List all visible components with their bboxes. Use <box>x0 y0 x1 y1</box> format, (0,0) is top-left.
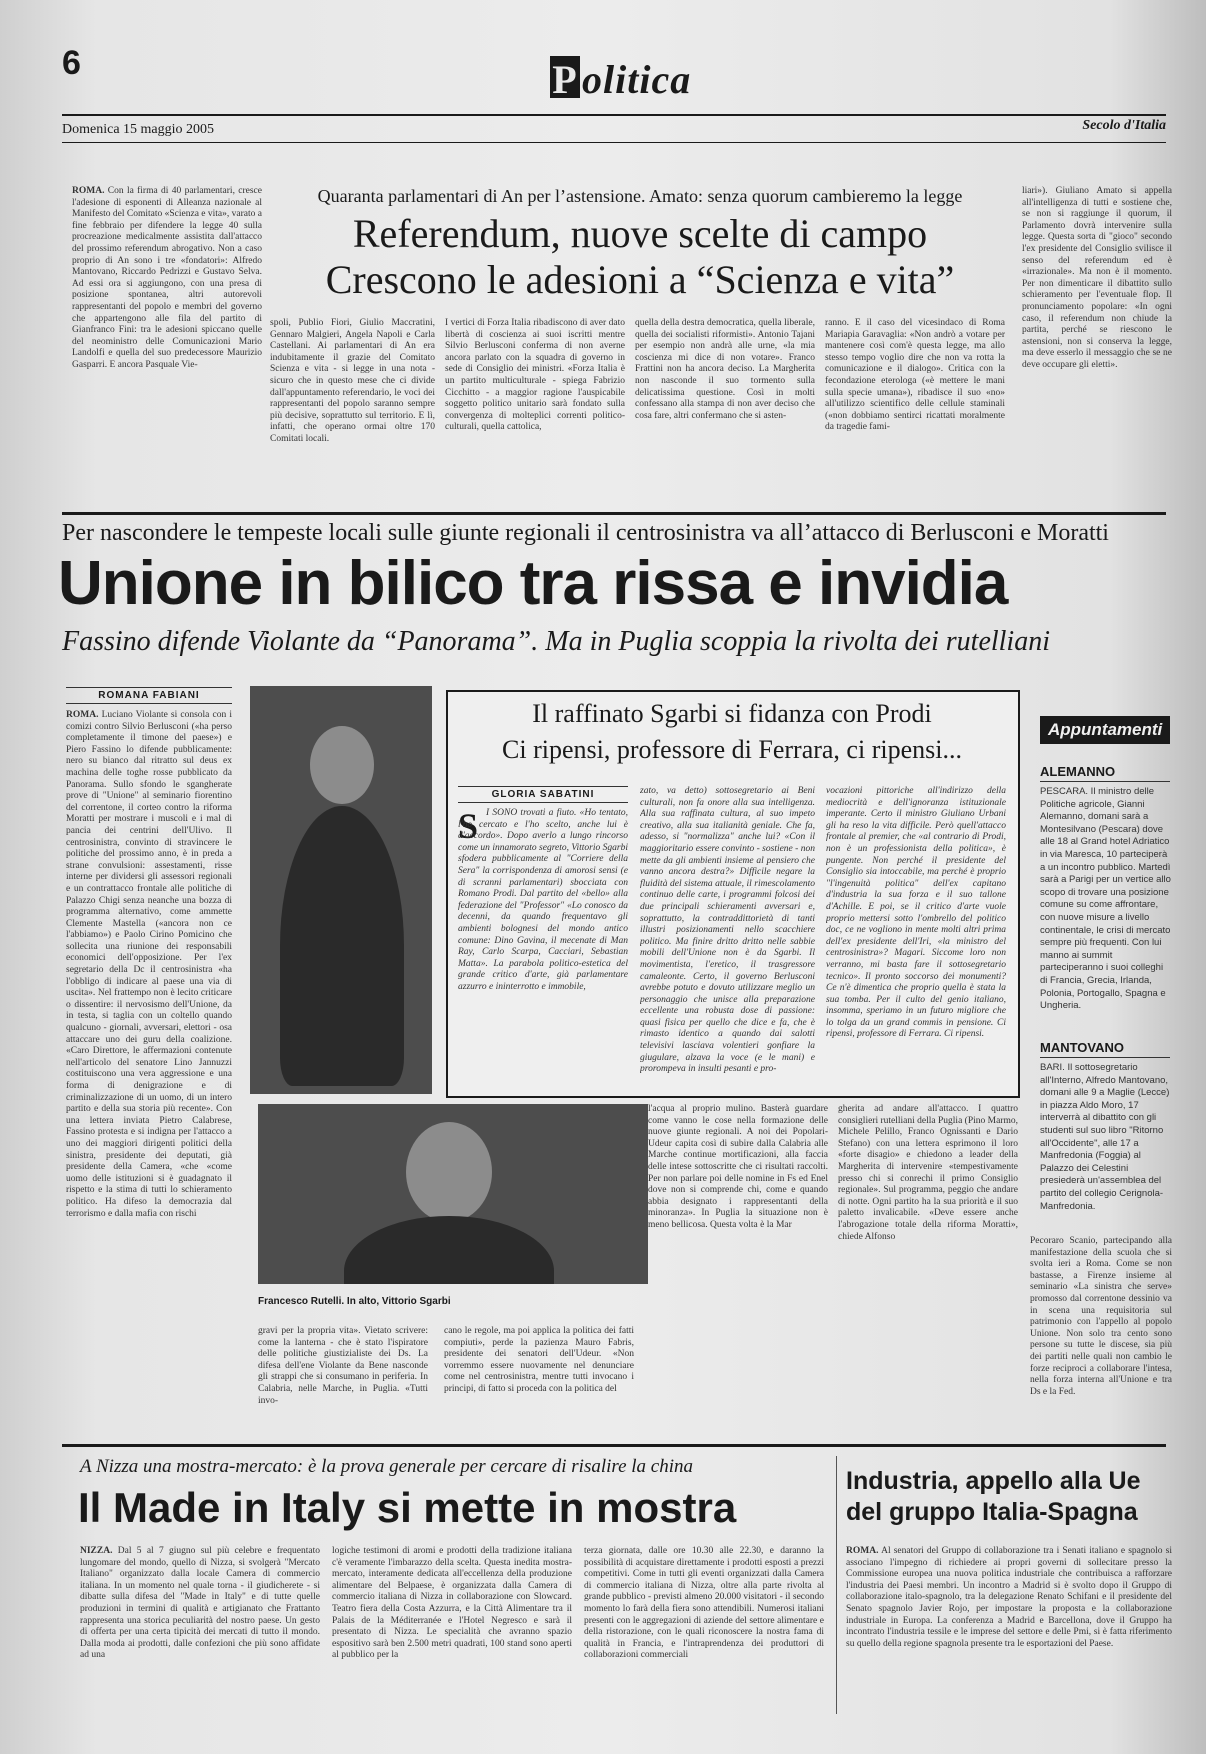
sgarbi-headline-2: Ci ripensi, professore di Ferrara, ci ripensi... <box>502 735 962 764</box>
article-text: Con la firma di 40 parlamentari, cresce l'adesione di esponenti di Alleanza nazionale al Manifesto del Comitato «Scienza e vita», varato a fine febbraio per difendere la legge 40 sulla procreazione medicalmente assistita dall'attacco del prossimo referendum abrogativo. Non a caso proprio di An sono i tre «fondatori»: Alfredo Mantovano, Riccardo Pedrizzi e Gustavo Selva. Ad essi ora si aggiungono, con una presa di posizione spontanea, altri autorevoli rappresentanti del popolo e membri del governo che appartengono alle fila del partito di Gianfranco Fini: tra le adesioni spiccano quelle del neoministro delle Comunicazioni Mario Landolfi e quella del suo predecessore Maurizio Gasparri. E ancora Pasquale Vie- <box>72 186 262 370</box>
appuntamento-alemanno: ALEMANNO <box>1040 764 1170 782</box>
sgarbi-col-1: I SONO trovati a fiuto. «Ho tentato, l'ho cercato e l'ho scelto, anche lui è d'accordo». Dopo averlo a lungo rincorso come un innamorato segreto, Vittorio Sgarbi sfodera pubblicamente al "Corriere della Sera" la corrispondenza di amorosi sensi (e di scranni parlamentari) sbocciata con Romano Prodi. Dal partito del «bello» alla federazione del "Professor" «Lo conosco da decenni, da quando frequentavo gli ambienti bolognesi del mondo antico comune: Dino Gavina, il mecenate di Man Ray, Carlo Scarpa, Cacciari, Sebastian Matta». La parabola politico-estetica del grande critico d'arte, già parlamentare azzurro e ininterrotto e immobile, <box>458 808 628 992</box>
dateline: Domenica 15 maggio 2005 <box>62 122 215 137</box>
main-story-kicker: Per nascondere le tempeste locali sulle giunte regionali il centrosinistra va all’attacco di Berlusconi e Moratti <box>62 520 1109 546</box>
main-story-headline: Unione in bilico tra rissa e invidia <box>58 549 1008 618</box>
made-in-italy-kicker: A Nizza una mostra-mercato: è la prova generale per cercare di risalire la china <box>80 1456 694 1477</box>
appuntamento-mantovano-text: BARI. Il sottosegretario all'Interno, Alfredo Mantovano, domani alle 9 a Maglie (Lecce) in piazza Aldo Moro, 17 interverrà al dibattito con gli studenti sul suo libro "Ritorno all'Occidente", alle 17 a Manfredonia (Foggia) al Palazzo dei Celestini presiederà un'assemblea del partito del collegio Cerignola-Manfredonia. <box>1040 1062 1170 1212</box>
article-text: Luciano Violante si consola con i comizi contro Silvio Berlusconi («ha perso completamente il timone del paese») e Piero Fassino lo difende pubblicamente: nero su bianco dal ritratto sul deus ex machina delle toghe rosse pubblicato da Panorama. Sullo sfondo le sgangherate prove di "Unione" al seminario fiorentino del correntone, il corteo contro la riforma Moratti per mostrare i muscoli e i mal di pancia dei centrini dell'Ulivo. Il centrosinistra, convinto di stravincere le politiche del prossimo anno, è in preda a strane convulsioni: assestamenti, risse interne per dividersi gli assessori regionali e un contrattacco frontale alle politiche di Palazzo Chigi senza neanche una bozza di programma alternativo, come ammette Clemente Mastella («ancora non ce l'abbiamo») e Paolo Cirino Pomicino che sollecita una riunione dei responsabili economici dell'opposizione. Per l'ex segretario della Dc il centrosinistra «ha l'obbligo di indicare al paese una via di uscita». Nel frattempo non è lecito criticare o dissentire: il nervosismo dell'Unione, da in testa, si taglia con un coltello quando qualcuno - giornali, avversari, elettori - osa attaccare uno dei guru della coalizione. «Caro Direttore, le affermazioni contenute nell'articolo del senatore Lino Jannuzzi costituiscono una vera aggressione e una forma di denigrazione e di criminalizzazione di un uomo, di un intero partito e della sua storia più recente». Con una lettera inviata Pietro Calabrese, Fassino protesta e si indigna per l'attacco a uno dei maggiori dirigenti politici della sinistra, presidente dei deputati, già presidente della Camera, «che «come uomo delle istituzioni si è guadagnato il rispetto e la stima di tutti lo schieramento politico. Ha difeso la democrazia dal terrorismo e dalla mafia con rischi <box>66 710 232 1219</box>
dateline-lead: ROMA. <box>72 186 105 196</box>
main-story-byline: ROMANA FABIANI <box>66 687 232 704</box>
bottom-divider <box>62 1444 1166 1447</box>
drop-cap: S <box>458 806 479 846</box>
made-in-italy-col-3: terza giornata, dalle ore 10.30 alle 22.30, e daranno la possibilità di acquistare direttamente i prodotti esposti a prezzi competitivi. Come in tutti gli eventi organizzati dalla Camera di commercio italiana di Nizza, oltre alla parte rivolta al grande pubblico - previsti almeno 20.000 visitatori - il secondo momento lo farà della fiera sono attendibili. Numerosi italiani presenti con le aggregazioni di aziende del settore alimentare e della ristorazione, con le quali riconoscere la nostra fama di qualità in Francia, e l'intraprendenza dei produttori di collaborazioni commerciali <box>584 1546 824 1661</box>
masthead: Secolo d'Italia <box>1082 118 1166 133</box>
main-story-col-4: l'acqua al proprio mulino. Basterà guardare come vanno le cose nella formazione delle nuove giunte regionali. A noi dei Popolari-Udeur capita così di subire dalla Calabria alle Marche continue mortificazioni, alla faccia delle intese sottoscritte che ci risultati raccolti. Per non parlare poi delle nomine in Fs ed Enel dove non si comprende chi, come e quando abbia designato i rappresentanti della minoranza». In Puglia la situazione non è meno bellicosa. Questa volta è la Mar <box>648 1104 828 1230</box>
top-story-headline-2: Crescono le adesioni a “Scienza e vita” <box>325 257 955 302</box>
sgarbi-col-3: vocazioni pittoriche all'indirizzo della mediocrità e dell'ignoranza istituzionale imperante. Certo il ministro Giuliano Urbani gli ha reso la vita difficile. Però quell'attacco frontale al premier, che «al contrario di Prodi, non è un professionista della politica», è pungente. Non perché il presidente del Consiglio sia intoccabile, ma perché è proprio "l'ingenuità politica" dell'ex capitano d'industria la sua forza e il suo tallone d'Achille. E poi, se il critico d'arte vuole proprio mettersi sotto l'ombrello del politico doc, ce ne vogliono in mente molti altri prima dell'ex presidente dell'Iri, «la ministro del centrosinistra»? Magari. Siccome loro non verranno, mi basta fare il sottosegretario tecnico». Il pronto soccorso dei monumenti? Ce n'è dimentica che proprio quella è stata la sua tomba. Per il culto del genio italiano, insomma, speriamo in un futuro migliore che lo tolga da un grand commis in pensione. Ci ripensi, professore di Ferrara. Ci ripensi. <box>826 786 1006 1040</box>
dateline-lead: ROMA. <box>846 1546 879 1556</box>
header-rule-bottom <box>62 142 1166 143</box>
sgarbi-col-2: zato, va detto) sottosegretario ai Beni culturali, non fa onore alla sua intelligenza. Alla sua raffinata cultura, al suo impeto creativo, alla sua italianità geniale. Che fa, adesso, si "normalizza" anche lui? «Con il maggioritario essere convinto - sostiene - non mette da gli ambienti insieme al pensiero che vanno ancora destra?» Difficile negare la fluidità del sistema attuale, il rimescolamento continuo delle carte, i programmi folcosi dei due principali schieramenti avversari e, soprattutto, la contraddittorietà di tanti illustri posizionamenti nello scacchiere politico. Ma finire dritto dritto nelle sabbie mobili dell'Unione non è da Sgarbi. Il movimentista, l'eretico, il trasgressore camaleonte. Certo, il governo Berlusconi avrebbe potuto e dovuto utilizzare meglio un personaggio che unisce alla preparazione eccellente una robusta dose di passione: quasi fisica per quello che dice e fa, che è rimasto identico a quando dai salotti televisivi lasciava volentieri gonfiare la giugulare, alzava la voce (e le mani) e prorompeva in insulti pesanti e pro- <box>640 786 815 1075</box>
top-story-col-4: quella della destra democratica, quella liberale, quella dei socialisti riformisti». Antonio Tajani per esempio non andrà alle urne, «la mia coscienza mi dice di non votare». Franco Frattini non ha ancora deciso. La Margherita non nasconde il suo tormento sulla delicatissima questione. Così in molti confessano alla stampa di non aver deciso che cosa fare, altri confermano che si asten- <box>635 318 815 421</box>
appuntamenti-tag: Appuntamenti <box>1040 716 1170 744</box>
industria-headline: Industria, appello alla Ue del gruppo Italia-Spagna <box>846 1467 1141 1526</box>
page-number: 6 <box>62 44 81 82</box>
section-name: olitica <box>582 57 692 102</box>
header-rule <box>62 114 1166 116</box>
section-divider <box>62 512 1166 515</box>
made-in-italy-headline: Il Made in Italy si mette in mostra <box>78 1484 737 1531</box>
top-story-col-5: ranno. E il caso del vicesindaco di Roma Mariapia Garavaglia: «Non andrò a votare per mantenere così com'è questa legge, ma allo stesso tempo voglio dire che non va rotta la comunicazione e il dialogo». Critica con la fecondazione eterologa («è mettere le mani sulla specie umana»), ribadisce il suo «no» all'utilizzo scientifico delle cellule staminali («non dobbiamo sentirci ricattati moralmente da tragedie fami- <box>825 318 1005 433</box>
made-in-italy-col-2: logiche testimoni di aromi e prodotti della tradizione italiana c'è veramente l'imbarazzo della scelta. Questa inedita mostra-mercato, interamente dedicata all'eccellenza della produzione alimentare del Belpaese, è organizzata dalla Camera di commercio italiana di Nizza in collaborazione con Slowcard. Teatro fiera della Costa Azzurra, e la Città Alimentare tra il Palais de la Méditerranée e l'Hotel Negresco e sarà il presentato di Nizza. Le specialità che avranno spazio espositivo sarà ben 2.500 metri quadrati, 100 stand sono aperti al pubblico per la <box>332 1546 572 1661</box>
top-story-headline-1: Referendum, nuove scelte di campo <box>352 211 928 256</box>
appuntamento-mantovano: MANTOVANO <box>1040 1040 1170 1058</box>
made-in-italy-col-1 <box>80 1546 320 1714</box>
photo-francesco-rutelli <box>258 1104 648 1284</box>
dateline-lead: ROMA. <box>66 710 99 720</box>
photo-vittorio-sgarbi <box>250 686 432 1094</box>
main-story-subhead: Fassino difende Violante da “Panorama”. Ma in Puglia scoppia la rivolta dei rutelliani <box>62 626 1050 657</box>
top-story-kicker: Quaranta parlamentari di An per l’astensione. Amato: senza quorum cambieremo la legge <box>317 186 963 206</box>
main-story-col-5: gherita ad andare all'attacco. I quattro consiglieri rutelliani della Puglia (Pino Marmo, Michele Pelillo, Franco Ognissanti e Dario Stefano) con una lettera esprimono il loro «forte disagio» e chiedono a leader della Margherita di intervenire «tempestivamente presso chi si conrechi il primo Consiglio regionale». Sul programma, peggio che andare di notte. Ogni partito ha la sua priorità e il suo paletto invalicabile. «Deve essere anche l'abrogazione totale della riforma Moratti», chiede Alfonso <box>838 1104 1018 1242</box>
photo-caption: Francesco Rutelli. In alto, Vittorio Sgarbi <box>258 1296 451 1307</box>
section-initial: P <box>550 56 580 98</box>
industria-col <box>846 1546 1172 1714</box>
section-title <box>550 56 691 103</box>
top-story-col-1 <box>72 186 262 502</box>
dateline-lead: NIZZA. <box>80 1546 113 1556</box>
main-story-col-3: cano le regole, ma poi applica la politica dei fatti compiuti», perde la pazienza Mauro Fabris, presidente dei senatori dell'Udeur. «Non vorremmo essere nuovamente nel denunciare come nel centrosinistra, mentre tutti invocano i principi, di fatto si proceda con la politica del <box>444 1326 634 1394</box>
main-story-col-2: gravi per la propria vita». Vietato scrivere: come la lanterna - che è stato l'ispiratore delle politiche giustizialiste dei Ds. La difesa dell'ene Violante da Bene nasconde gli strappi che si consumano in periferia. In Calabria, nelle Marche, in Puglia. «Tutti invo- <box>258 1326 428 1406</box>
top-story-col-6: liari»). Giuliano Amato si appella all'intelligenza di tutti e sostiene che, se non si raggiunge il quorum, il Parlamento dovrà intervenire sulla legge. Questa sorta di "gioco" secondo l'ex presidente del Consiglio svilisce il senso del referendum ed è «irrazionale». Ma non è il momento. Per non dimenticare il dibattito sullo schieramento per l'eventuale flop. Il pronunciamento popolare: «In ogni caso, il referendum non chiude la partita, perché se riescono le astensioni, non si conserva la legge, ma deve esserlo il messaggio che se ne deve occupare gli eletti». <box>1022 186 1172 370</box>
appuntamento-alemanno-text: PESCARA. Il ministro delle Politiche agricole, Gianni Alemanno, domani sarà a Montesilvano (Pescara) dove alle 18 al Grand hotel Adriatico in via Maresca, 10 parteciperà a un incontro pubblico. Martedì sarà a Parigi per un vertice allo scopo di trovare una posizione comune su come affrontare, con nuove misure a livello continentale, le crisi di mercato sempre più frequenti. Con lui manno ai summit parteciperanno i suoi colleghi di Francia, Grecia, Irlanda, Polonia, Portogallo, Spagna e Ungheria. <box>1040 786 1171 1012</box>
column-divider <box>836 1456 837 1714</box>
top-story-col-2: spoli, Publio Fiori, Giulio Maccratini, Gennaro Malgieri, Angela Napoli e Carla Castellani. Ai parlamentari di An era indubitamente il grazie del Comitato Scienza e vita - si legge in una nota - sicuro che in questo mese che ci divide dall'appuntamento referendario, le voci dei rappresentanti del popolo saranno sempre più decisive, soprattutto sul territorio. E lì, infatti, che operano ormai oltre 170 Comitati locali. <box>270 318 435 444</box>
sgarbi-byline: GLORIA SABATINI <box>458 786 628 803</box>
main-story-col-1 <box>66 710 232 1430</box>
main-story-col-6: Pecoraro Scanio, partecipando alla manifestazione della scuola che si svolta ieri a Roma. Come se non bastasse, a Firenze insieme al seminario «La sinistra che serve» promosso dal correntone dessinio va in scena una requisitoria sul patrimonio con l'appello al popolo Unione. Non solo tra cento sono persone su tutte le discese, sia più dei partiti nelle quali non cambio le forze reciproci a collaborare l'intesa, nella forza interna all'Unione e tra Ds e la Fed. <box>1030 1236 1172 1397</box>
article-text: Dal 5 al 7 giugno sul più celebre e frequentato lungomare del mondo, quello di Nizza, si svolgerà "Mercato Italiano" organizzato dalla locale Camera di commercio italiana. In un momento nel quale torna - il giudicherete - si dibatte sulla difesa del "Made in Italy" e di tutte quelle produzioni in termini di qualità e artigianato che Frattanto rappresenta una storica peculiarità del nostro paese. Un gesto di offerta per una certa tipicità dei mercati di tutto il mondo. Dalla moda ai prodotti, dalle confezioni che più sono affidate ad una <box>80 1546 320 1661</box>
sgarbi-headline-1: Il raffinato Sgarbi si fidanza con Prodi <box>532 699 932 728</box>
article-text: Al senatori del Gruppo di collaborazione tra i Senati italiano e spagnolo si associano l'impegno di richiedere ai propri governi di sollecitare presso la Commissione europea una nuova politica industriale che contribuisca a rafforzare l'industria dei Paesi membri. Un incontro a Madrid si è svolto dopo il Gruppo di collaborazione italo-spagnolo, tra la delegazione Renato Schifani e il presidente del Senato spagnolo Javier Rojo, per impostare la proposta e la collaborazione industriale in Europa. La conferenza a Madrid e Barcellona, dove il Gruppo ha incontrato l'industria tessile e le imprese del settore e delle Pmi, si è fatta riferimento su quello della regione spagnola presente tra le esportazioni del Paese. <box>846 1546 1172 1649</box>
top-story-col-3: I vertici di Forza Italia ribadiscono di aver dato libertà di coscienza ai suoi iscritti mentre Silvio Berlusconi conferma di non averne ancora parlato con la squadra di governo in sede di Consiglio dei ministri. «Forza Italia è un partito multiculturale - spiega Fabrizio Cicchitto - a maggior ragione l'auspicabile soggetto politico unitario sarà fondato sulla convergenza di molteplici correnti politico-culturali, quella cattolica, <box>445 318 625 433</box>
